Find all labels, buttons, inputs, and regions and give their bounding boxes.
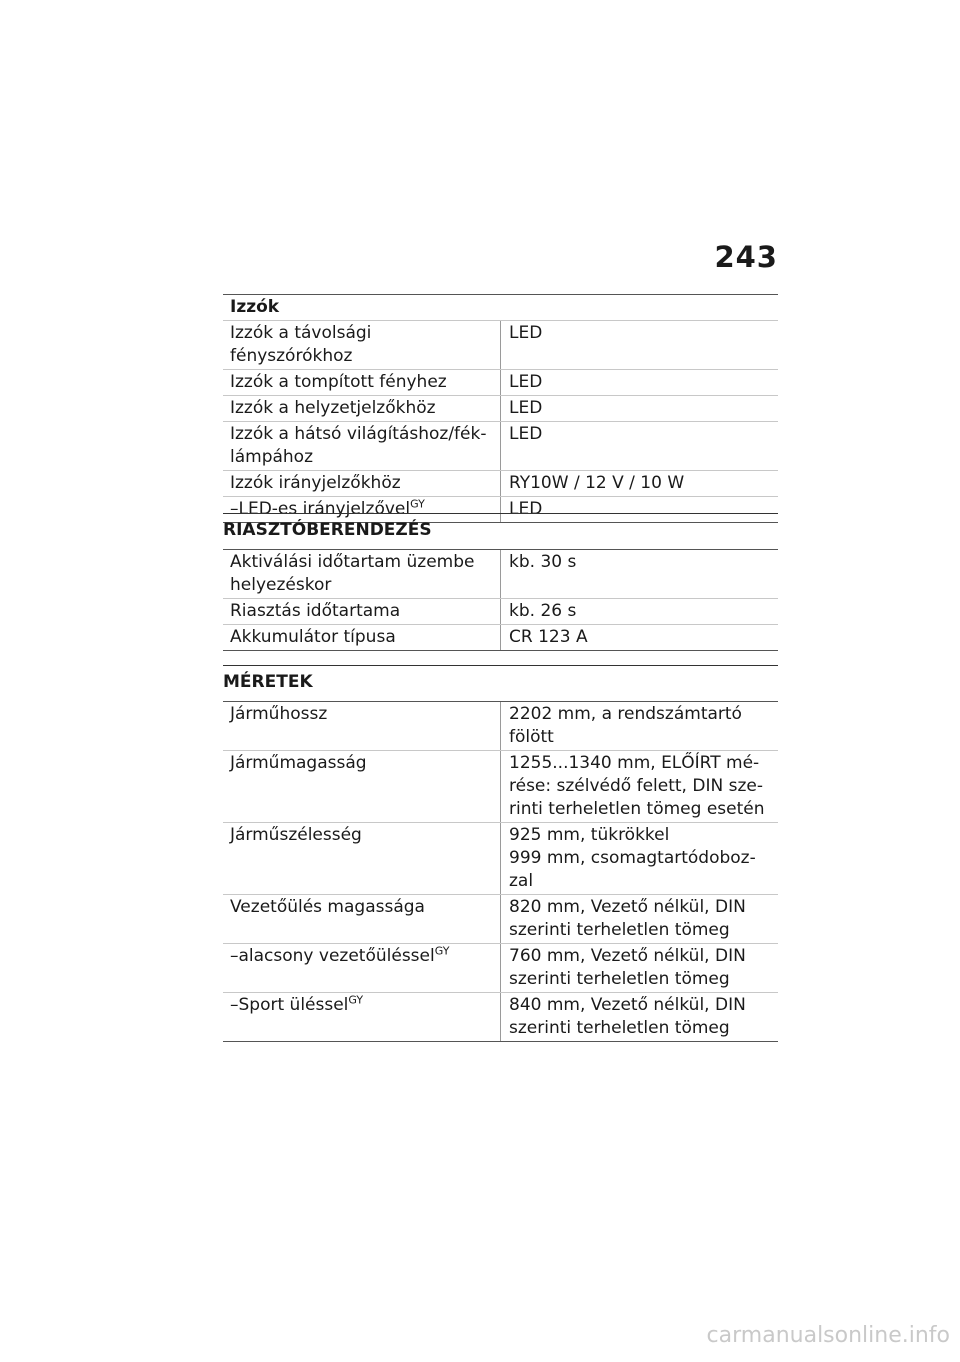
row-label-text: –alacsony vezetőüléssel xyxy=(230,946,435,966)
section-rule-dimensions xyxy=(223,665,778,666)
table-row xyxy=(223,422,778,471)
table-row xyxy=(223,295,778,321)
row-label: Járműmagasság xyxy=(223,751,501,823)
section-rule-alarm xyxy=(223,513,778,514)
table-row xyxy=(223,550,778,599)
table-row xyxy=(223,599,778,625)
row-value: kb. 30 s xyxy=(501,550,779,599)
row-label xyxy=(223,944,501,993)
row-value: 2202 mm, a rendszámtartó fölött xyxy=(501,702,779,751)
row-label: Izzók a helyzetjelzőkhöz xyxy=(223,396,501,422)
table-row xyxy=(223,823,778,895)
row-value: LED xyxy=(501,321,779,370)
row-value: RY10W / 12 V / 10 W xyxy=(501,471,779,497)
bulbs-heading: Izzók xyxy=(223,295,778,321)
row-value: 760 mm, Vezető nélkül, DIN szerinti terheletlen tömeg xyxy=(501,944,779,993)
row-value: LED xyxy=(501,497,779,523)
row-label: Járműhossz xyxy=(223,702,501,751)
row-label: Riasztás időtartama xyxy=(223,599,501,625)
alarm-table xyxy=(223,550,778,651)
row-value: 840 mm, Vezető nélkül, DIN szerinti terheletlen tömeg xyxy=(501,993,779,1042)
row-label-text: –Sport üléssel xyxy=(230,995,349,1015)
row-value: 925 mm, tükrökkel 999 mm, csomagtartódoboz-zal xyxy=(501,823,779,895)
region-superscript: GY xyxy=(434,944,450,958)
page-number: 243 xyxy=(714,240,778,274)
row-label: Izzók a távolsági fényszórókhoz xyxy=(223,321,501,370)
dimensions-table xyxy=(223,702,778,1042)
row-value: LED xyxy=(501,370,779,396)
section-title-alarm: RIASZTÓBERENDEZÉS xyxy=(223,520,432,540)
row-label: Akkumulátor típusa xyxy=(223,625,501,651)
row-label: Izzók a tompított fényhez xyxy=(223,370,501,396)
region-superscript: GY xyxy=(410,497,425,511)
row-label-text: –LED-es irányjelzővel xyxy=(230,499,411,519)
table-row xyxy=(223,321,778,370)
row-label: Izzók irányjelzőkhöz xyxy=(223,471,501,497)
table-row xyxy=(223,751,778,823)
section-title-dimensions: MÉRETEK xyxy=(223,672,313,692)
row-label xyxy=(223,497,501,523)
row-value: LED xyxy=(501,396,779,422)
row-value: kb. 26 s xyxy=(501,599,779,625)
row-value: LED xyxy=(501,422,779,471)
bulbs-table xyxy=(223,295,778,523)
table-row xyxy=(223,944,778,993)
watermark: carmanualsonline.info xyxy=(706,1323,950,1348)
row-label: Vezetőülés magassága xyxy=(223,895,501,944)
table-row xyxy=(223,396,778,422)
row-label xyxy=(223,993,501,1042)
table-row xyxy=(223,625,778,651)
row-value: 1255...1340 mm, ELŐÍRT mé-rése: szélvédő felett, DIN sze-rinti terheletlen tömeg esetén xyxy=(501,751,779,823)
table-row xyxy=(223,370,778,396)
row-value: CR 123 A xyxy=(501,625,779,651)
region-superscript: GY xyxy=(348,993,364,1007)
table-row xyxy=(223,471,778,497)
table-row xyxy=(223,702,778,751)
table-row xyxy=(223,497,778,523)
row-label: Járműszélesség xyxy=(223,823,501,895)
row-label: Izzók a hátsó világításhoz/fék-lámpához xyxy=(223,422,501,471)
table-row xyxy=(223,895,778,944)
table-row xyxy=(223,993,778,1042)
row-value: 820 mm, Vezető nélkül, DIN szerinti terheletlen tömeg xyxy=(501,895,779,944)
row-label: Aktiválási időtartam üzembe helyezéskor xyxy=(223,550,501,599)
